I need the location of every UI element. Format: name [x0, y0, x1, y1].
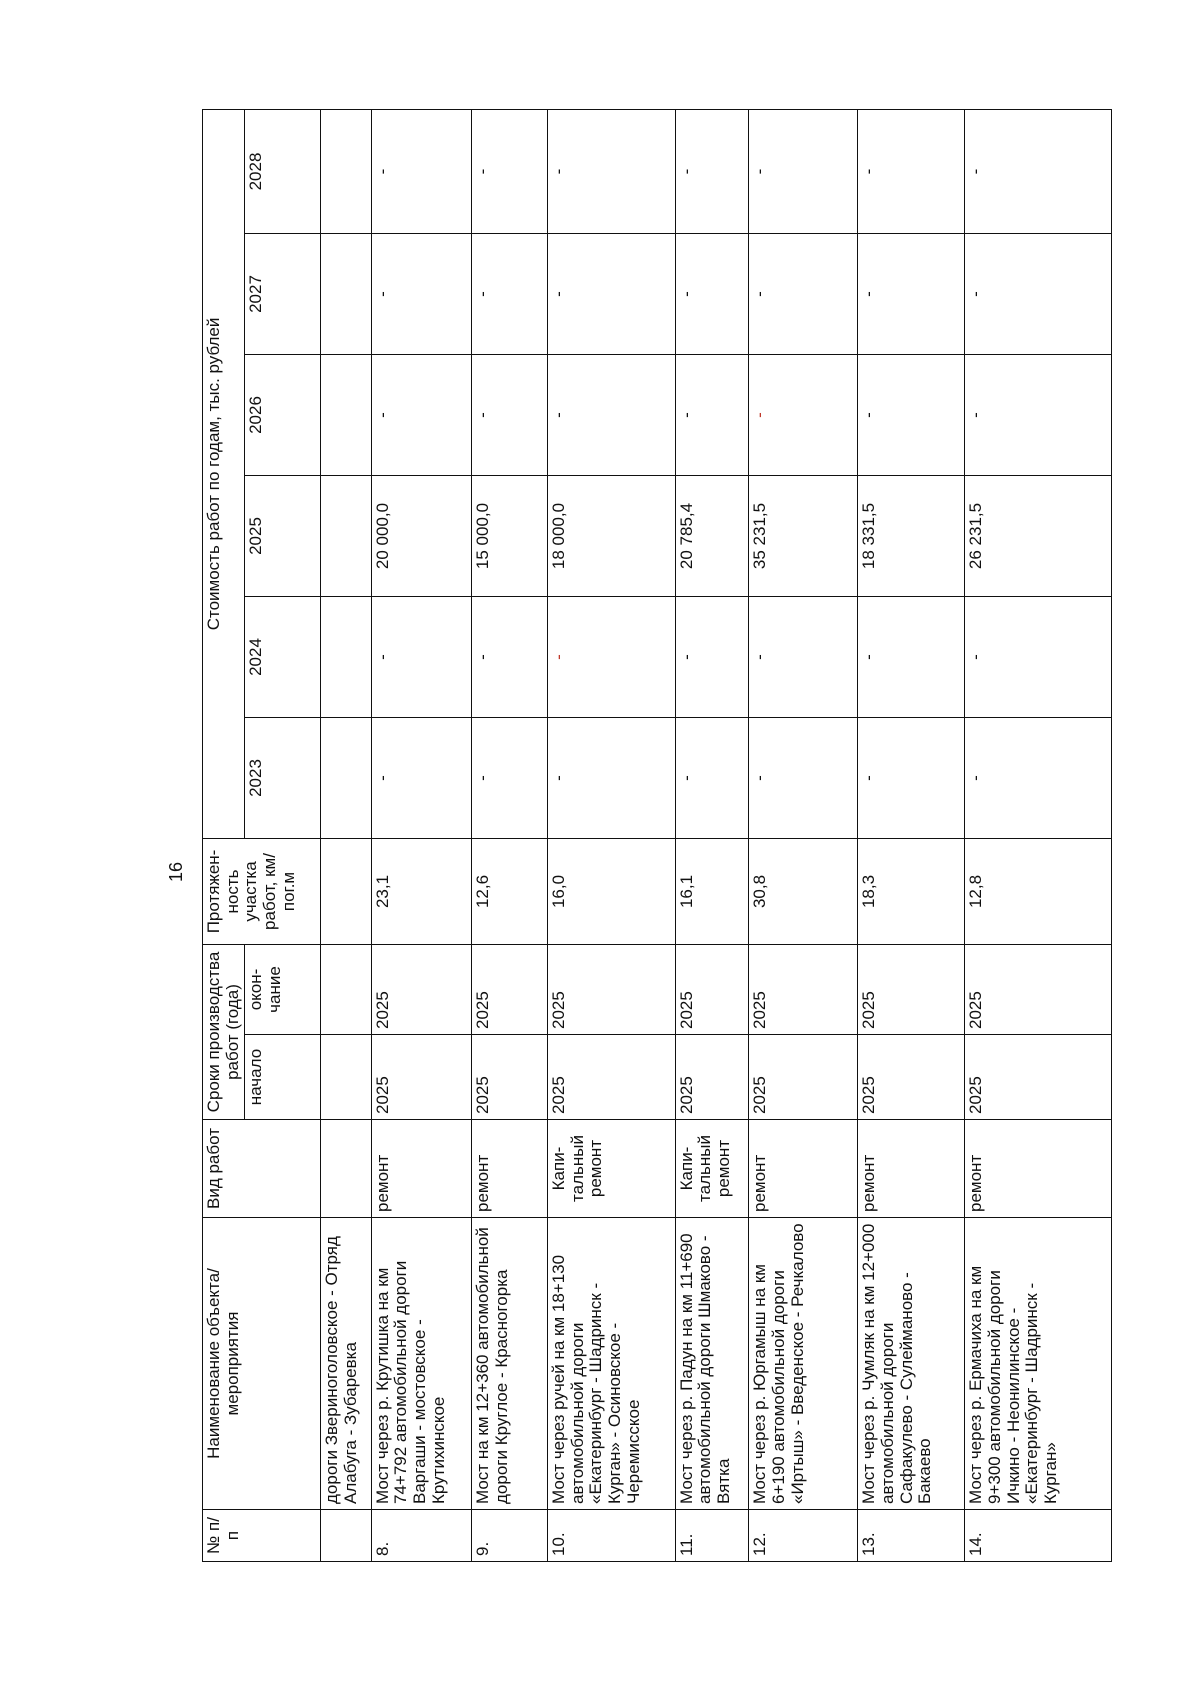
row-cost: -: [547, 717, 675, 838]
row-cost: -: [472, 354, 547, 475]
row-cost: -: [371, 233, 472, 354]
row-work-type: Капи-тальный ремонт: [547, 1120, 675, 1218]
row-cost: -: [675, 109, 748, 233]
row-start: 2025: [858, 1035, 965, 1120]
row-name: Мост на км 12+360 автомобильной дороги Круглое - Красногорка: [472, 1218, 547, 1510]
row-end: 2025: [965, 944, 1112, 1034]
row-end: 2025: [371, 944, 472, 1034]
row-start: 2025: [371, 1035, 472, 1120]
row-end: 2025: [675, 944, 748, 1034]
table-row: [858, 109, 965, 1561]
row-cost: 18 000,0: [547, 475, 675, 596]
table-row: [472, 109, 547, 1561]
row-cost: -: [749, 109, 858, 233]
row-cost: -: [371, 354, 472, 475]
row-length: 12,6: [472, 838, 547, 944]
row-num: 13.: [858, 1510, 965, 1562]
table-row: [371, 109, 472, 1561]
row-end: 2025: [547, 944, 675, 1034]
row-start: 2025: [965, 1035, 1112, 1120]
row-work-type: ремонт: [472, 1120, 547, 1218]
header-end: окон-чание: [245, 944, 321, 1034]
row-num: 12.: [749, 1510, 858, 1562]
row-cost: -: [858, 233, 965, 354]
row-cost: -: [371, 596, 472, 717]
row-cost: 20 000,0: [371, 475, 472, 596]
row-name: Мост через р. Падун на км 11+690 автомобильной дороги Шмаково - Вятка: [675, 1218, 748, 1510]
header-num: № п/п: [203, 1510, 321, 1562]
row-num: 11.: [675, 1510, 748, 1562]
header-year: 2026: [245, 354, 321, 475]
row-length: 30,8: [749, 838, 858, 944]
row-cost: 26 231,5: [965, 475, 1112, 596]
row-work-type: ремонт: [965, 1120, 1112, 1218]
row-cost: -: [965, 109, 1112, 233]
row-cost: -: [547, 596, 675, 717]
table-row: [547, 109, 675, 1561]
row-cost: -: [858, 596, 965, 717]
row-start: 2025: [749, 1035, 858, 1120]
row-cost: -: [547, 233, 675, 354]
row-name: Мост через р. Крутишка на км 74+792 автомобильной дороги Варгаши - мостовское - Крутихинское: [371, 1218, 472, 1510]
table-row: [965, 109, 1112, 1561]
header-year: 2028: [245, 109, 321, 233]
row-cost: -: [675, 596, 748, 717]
row-cost: -: [472, 233, 547, 354]
row-length: 12,8: [965, 838, 1112, 944]
table-row: [675, 109, 748, 1561]
row-cost: -: [371, 717, 472, 838]
table-row-continuation: [321, 109, 371, 1561]
row-cost: -: [965, 717, 1112, 838]
row-cost: -: [858, 717, 965, 838]
row-cost: -: [675, 717, 748, 838]
header-length: Протяжен-ность участка работ, км/пог.м: [203, 838, 321, 944]
page-number: 16: [166, 861, 186, 883]
row-cost: -: [749, 354, 858, 475]
row-length: 18,3: [858, 838, 965, 944]
row-start: 2025: [547, 1035, 675, 1120]
header-year: 2024: [245, 596, 321, 717]
header-cost: Стоимость работ по годам, тыс. рублей: [203, 109, 245, 838]
row-cost: -: [371, 109, 472, 233]
row-end: 2025: [858, 944, 965, 1034]
row-cost: -: [965, 354, 1112, 475]
header-year: 2023: [245, 717, 321, 838]
row-cost: 18 331,5: [858, 475, 965, 596]
row-cost: -: [547, 354, 675, 475]
row-cost: -: [675, 354, 748, 475]
row-cost: -: [472, 109, 547, 233]
table-row: [749, 109, 858, 1561]
row-cost: -: [965, 596, 1112, 717]
header-year: 2025: [245, 475, 321, 596]
header-start: начало: [245, 1035, 321, 1120]
row-cost: -: [675, 233, 748, 354]
row-cost: 35 231,5: [749, 475, 858, 596]
row-work-type: ремонт: [858, 1120, 965, 1218]
header-year: 2027: [245, 233, 321, 354]
row-work-type: ремонт: [749, 1120, 858, 1218]
row-length: 16,1: [675, 838, 748, 944]
row-work-type: Капи-тальный ремонт: [675, 1120, 748, 1218]
row-num: 10.: [547, 1510, 675, 1562]
row-start: 2025: [675, 1035, 748, 1120]
row-cost: -: [749, 233, 858, 354]
header-work-type: Вид работ: [203, 1120, 321, 1218]
row-num: 8.: [371, 1510, 472, 1562]
row-end: 2025: [749, 944, 858, 1034]
row-cost: 20 785,4: [675, 475, 748, 596]
cost-table-wrapper: [202, 110, 1112, 1562]
row-length: 23,1: [371, 838, 472, 944]
row-cost: -: [749, 596, 858, 717]
row-cost: -: [749, 717, 858, 838]
row-name: Мост через р. Юргамыш на км 6+190 автомобильной дороги «Иртыш» - Введенское - Речкалово: [749, 1218, 858, 1510]
row-cost: 15 000,0: [472, 475, 547, 596]
row-cost: -: [472, 717, 547, 838]
row-cost: -: [472, 596, 547, 717]
header-name: Наименование объекта/ мероприятия: [203, 1218, 321, 1510]
row-num: 14.: [965, 1510, 1112, 1562]
row-num: 9.: [472, 1510, 547, 1562]
row-work-type: ремонт: [371, 1120, 472, 1218]
row-cost: -: [858, 109, 965, 233]
row-start: 2025: [472, 1035, 547, 1120]
row-length: 16,0: [547, 838, 675, 944]
row-cost: -: [965, 233, 1112, 354]
row-name: дороги Звериноголовское - Отряд Алабуга - Зубаревка: [321, 1218, 371, 1510]
cost-table: [202, 109, 1112, 1562]
row-name: Мост через ручей на км 18+130 автомобильной дороги «Екатеринбург - Шадринск - Курган» - Осиновское - Черемисское: [547, 1218, 675, 1510]
row-end: 2025: [472, 944, 547, 1034]
header-dates: Сроки производства работ (года): [203, 944, 245, 1119]
row-name: Мост через р. Ермачиха на км 9+300 автомобильной дороги Ичкино - Неонилинское - «Екатеринбург - Шадринск - Курган»: [965, 1218, 1112, 1510]
row-cost: -: [858, 354, 965, 475]
row-cost: -: [547, 109, 675, 233]
row-name: Мост через р. Чумляк на км 12+000 автомобильной дороги Сафакулево - Сулейманово - Бакаево: [858, 1218, 965, 1510]
